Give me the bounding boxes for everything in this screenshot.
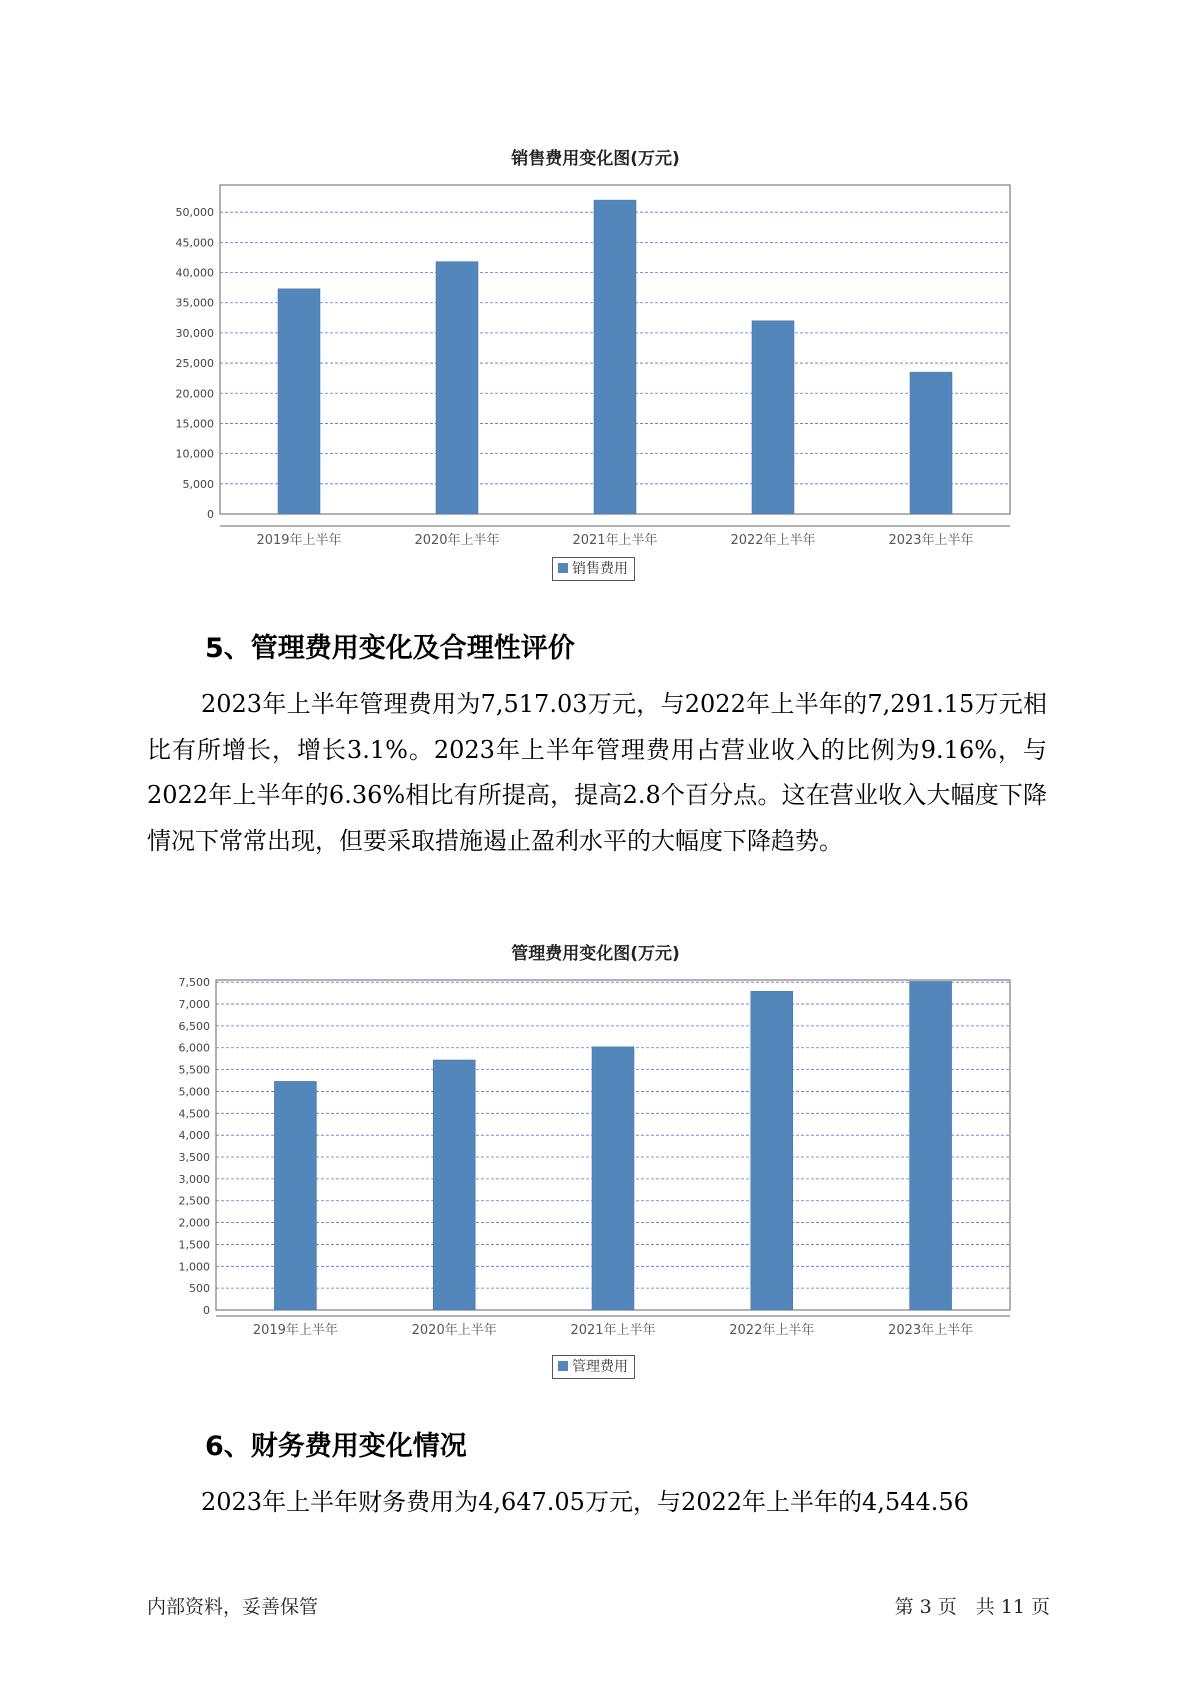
x-tick-label: 2023年上半年 <box>888 533 974 548</box>
y-tick-label: 6,500 <box>178 1019 210 1033</box>
x-tick-label: 2019年上半年 <box>256 533 342 548</box>
y-tick-label: 4,000 <box>178 1129 210 1143</box>
y-tick-label: 2,000 <box>178 1216 210 1230</box>
x-tick-label: 2021年上半年 <box>570 1323 656 1338</box>
y-tick-label: 25,000 <box>175 357 214 371</box>
chart1-title: 销售费用变化图(万元) <box>511 149 680 169</box>
y-tick-label: 45,000 <box>175 236 214 250</box>
x-tick-label: 2020年上半年 <box>414 533 500 548</box>
section5-heading: 5、管理费用变化及合理性评价 <box>205 633 575 664</box>
y-tick-label: 3,000 <box>178 1172 210 1186</box>
x-tick-label: 2022年上半年 <box>730 533 816 548</box>
x-tick-label: 2019年上半年 <box>252 1323 338 1338</box>
y-tick-label: 35,000 <box>175 296 214 310</box>
bar <box>592 1047 634 1310</box>
y-tick-label: 20,000 <box>175 387 214 401</box>
bar <box>751 991 793 1310</box>
y-tick-label: 0 <box>203 1304 210 1317</box>
footer-left: 内部资料，妥善保管 <box>147 1596 319 1618</box>
y-tick-label: 7,000 <box>178 998 210 1012</box>
x-tick-label: 2023年上半年 <box>888 1323 974 1338</box>
section6-paragraph: 2023年上半年财务费用为4,647.05万元，与2022年上半年的4,544.56 <box>201 1488 969 1516</box>
chart1-legend-label: 销售费用 <box>572 561 628 577</box>
legend-swatch-icon <box>558 1361 568 1371</box>
y-tick-label: 5,500 <box>178 1063 210 1077</box>
y-tick-label: 40,000 <box>175 266 214 280</box>
section6-heading: 6、财务费用变化情况 <box>205 1431 467 1462</box>
y-tick-label: 30,000 <box>175 326 214 340</box>
y-tick-label: 1,500 <box>178 1238 210 1252</box>
y-tick-label: 500 <box>189 1282 210 1296</box>
x-tick-label: 2020年上半年 <box>411 1323 497 1338</box>
y-tick-label: 1,000 <box>178 1260 210 1274</box>
x-tick-label: 2021年上半年 <box>572 533 658 548</box>
y-tick-label: 50,000 <box>175 206 214 220</box>
y-tick-label: 4,500 <box>178 1107 210 1121</box>
chart2-legend <box>552 1355 635 1379</box>
x-tick-label: 2022年上半年 <box>729 1323 815 1338</box>
y-tick-label: 2,500 <box>178 1194 210 1208</box>
bar <box>274 1081 316 1310</box>
y-tick-label: 5,000 <box>182 477 214 491</box>
bar <box>910 981 952 1310</box>
section5-paragraph: 2023年上半年管理费用为7,517.03万元，与2022年上半年的7,291.15万元相比有所增长，增长3.1%。2023年上半年管理费用占营业收入的比例为9.16%，与2022年上半年的6.36%相比有所提高，提高2.8个百分点。这在营业收入大幅度下降情况下常常出现，但要采取措施遏止盈利水平的大幅度下降趋势。 <box>147 690 1047 855</box>
y-tick-label: 15,000 <box>175 417 214 431</box>
y-tick-label: 7,500 <box>178 976 210 990</box>
y-tick-label: 6,000 <box>178 1041 210 1055</box>
y-tick-label: 10,000 <box>175 447 214 461</box>
y-tick-label: 5,000 <box>178 1085 210 1099</box>
bar <box>433 1060 475 1310</box>
y-tick-label: 0 <box>207 508 214 521</box>
y-tick-label: 3,500 <box>178 1151 210 1165</box>
chart2-legend-label: 管理费用 <box>572 1359 628 1375</box>
footer-right: 第 3 页 共 11 页 <box>894 1596 1050 1618</box>
chart2-title: 管理费用变化图(万元) <box>511 944 680 964</box>
